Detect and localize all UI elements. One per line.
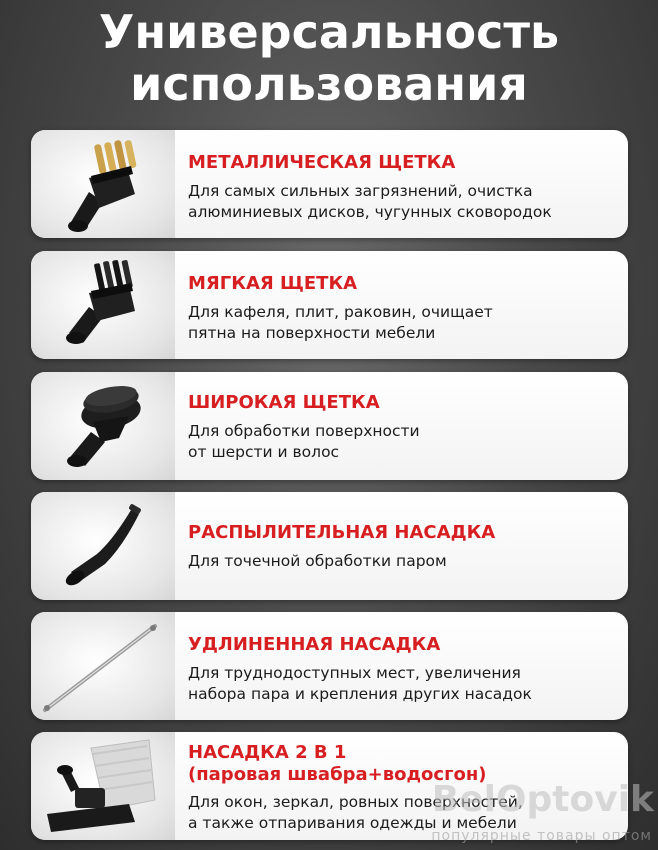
card-extension	[31, 612, 628, 720]
metal-brush-icon	[31, 130, 175, 238]
card-title: МЕТАЛЛИЧЕСКАЯ ЩЕТКА	[188, 152, 456, 173]
card-subtitle: (паровая швабра+водосгон)	[188, 764, 487, 785]
watermark-brand: BelOptovik	[431, 779, 654, 820]
card-title: УДЛИНЕННАЯ НАСАДКА	[188, 634, 441, 655]
card-desc-line: Для обработки поверхности	[188, 422, 420, 440]
card-desc-line: набора пара и крепления других насадок	[188, 685, 532, 703]
card-desc-line: Для труднодоступных мест, увеличения	[188, 664, 521, 682]
extension-hose-icon	[31, 612, 175, 720]
card-title: ШИРОКАЯ ЩЕТКА	[188, 392, 380, 413]
spray-nozzle-icon	[31, 492, 175, 600]
card-desc-line: Для точечной обработки паром	[188, 552, 447, 570]
page-title-line-1: Универсальность	[98, 5, 560, 59]
card-title: МЯГКАЯ ЩЕТКА	[188, 273, 358, 294]
wide-brush-icon	[31, 372, 175, 480]
card-desc-line: пятна на поверхности мебели	[188, 324, 436, 342]
card-desc-line: Для окон, зеркал, ровных поверхностей,	[188, 793, 523, 811]
card-soft-brush	[31, 251, 628, 359]
card-desc-line: от шерсти и волос	[188, 443, 340, 461]
card-desc-line: Для кафеля, плит, раковин, очищает	[188, 303, 493, 321]
card-desc-line: алюминиевых дисков, чугунных сковородок	[188, 203, 552, 221]
card-metal-brush	[31, 130, 628, 238]
card-desc-line: Для самых сильных загрязнений, очистка	[188, 182, 533, 200]
soft-brush-icon	[31, 251, 175, 359]
card-wide-brush	[31, 372, 628, 480]
mop-nozzle-icon	[31, 732, 175, 840]
page-title-line-2: использования	[130, 57, 528, 111]
card-title: РАСПЫЛИТЕЛЬНАЯ НАСАДКА	[188, 522, 496, 543]
card-spray-nozzle	[31, 492, 628, 600]
watermark-tagline: популярные товары оптом	[431, 828, 652, 844]
card-desc-line: а также отпаривания одежды и мебели	[188, 814, 517, 832]
card-title: НАСАДКА 2 В 1	[188, 742, 347, 763]
